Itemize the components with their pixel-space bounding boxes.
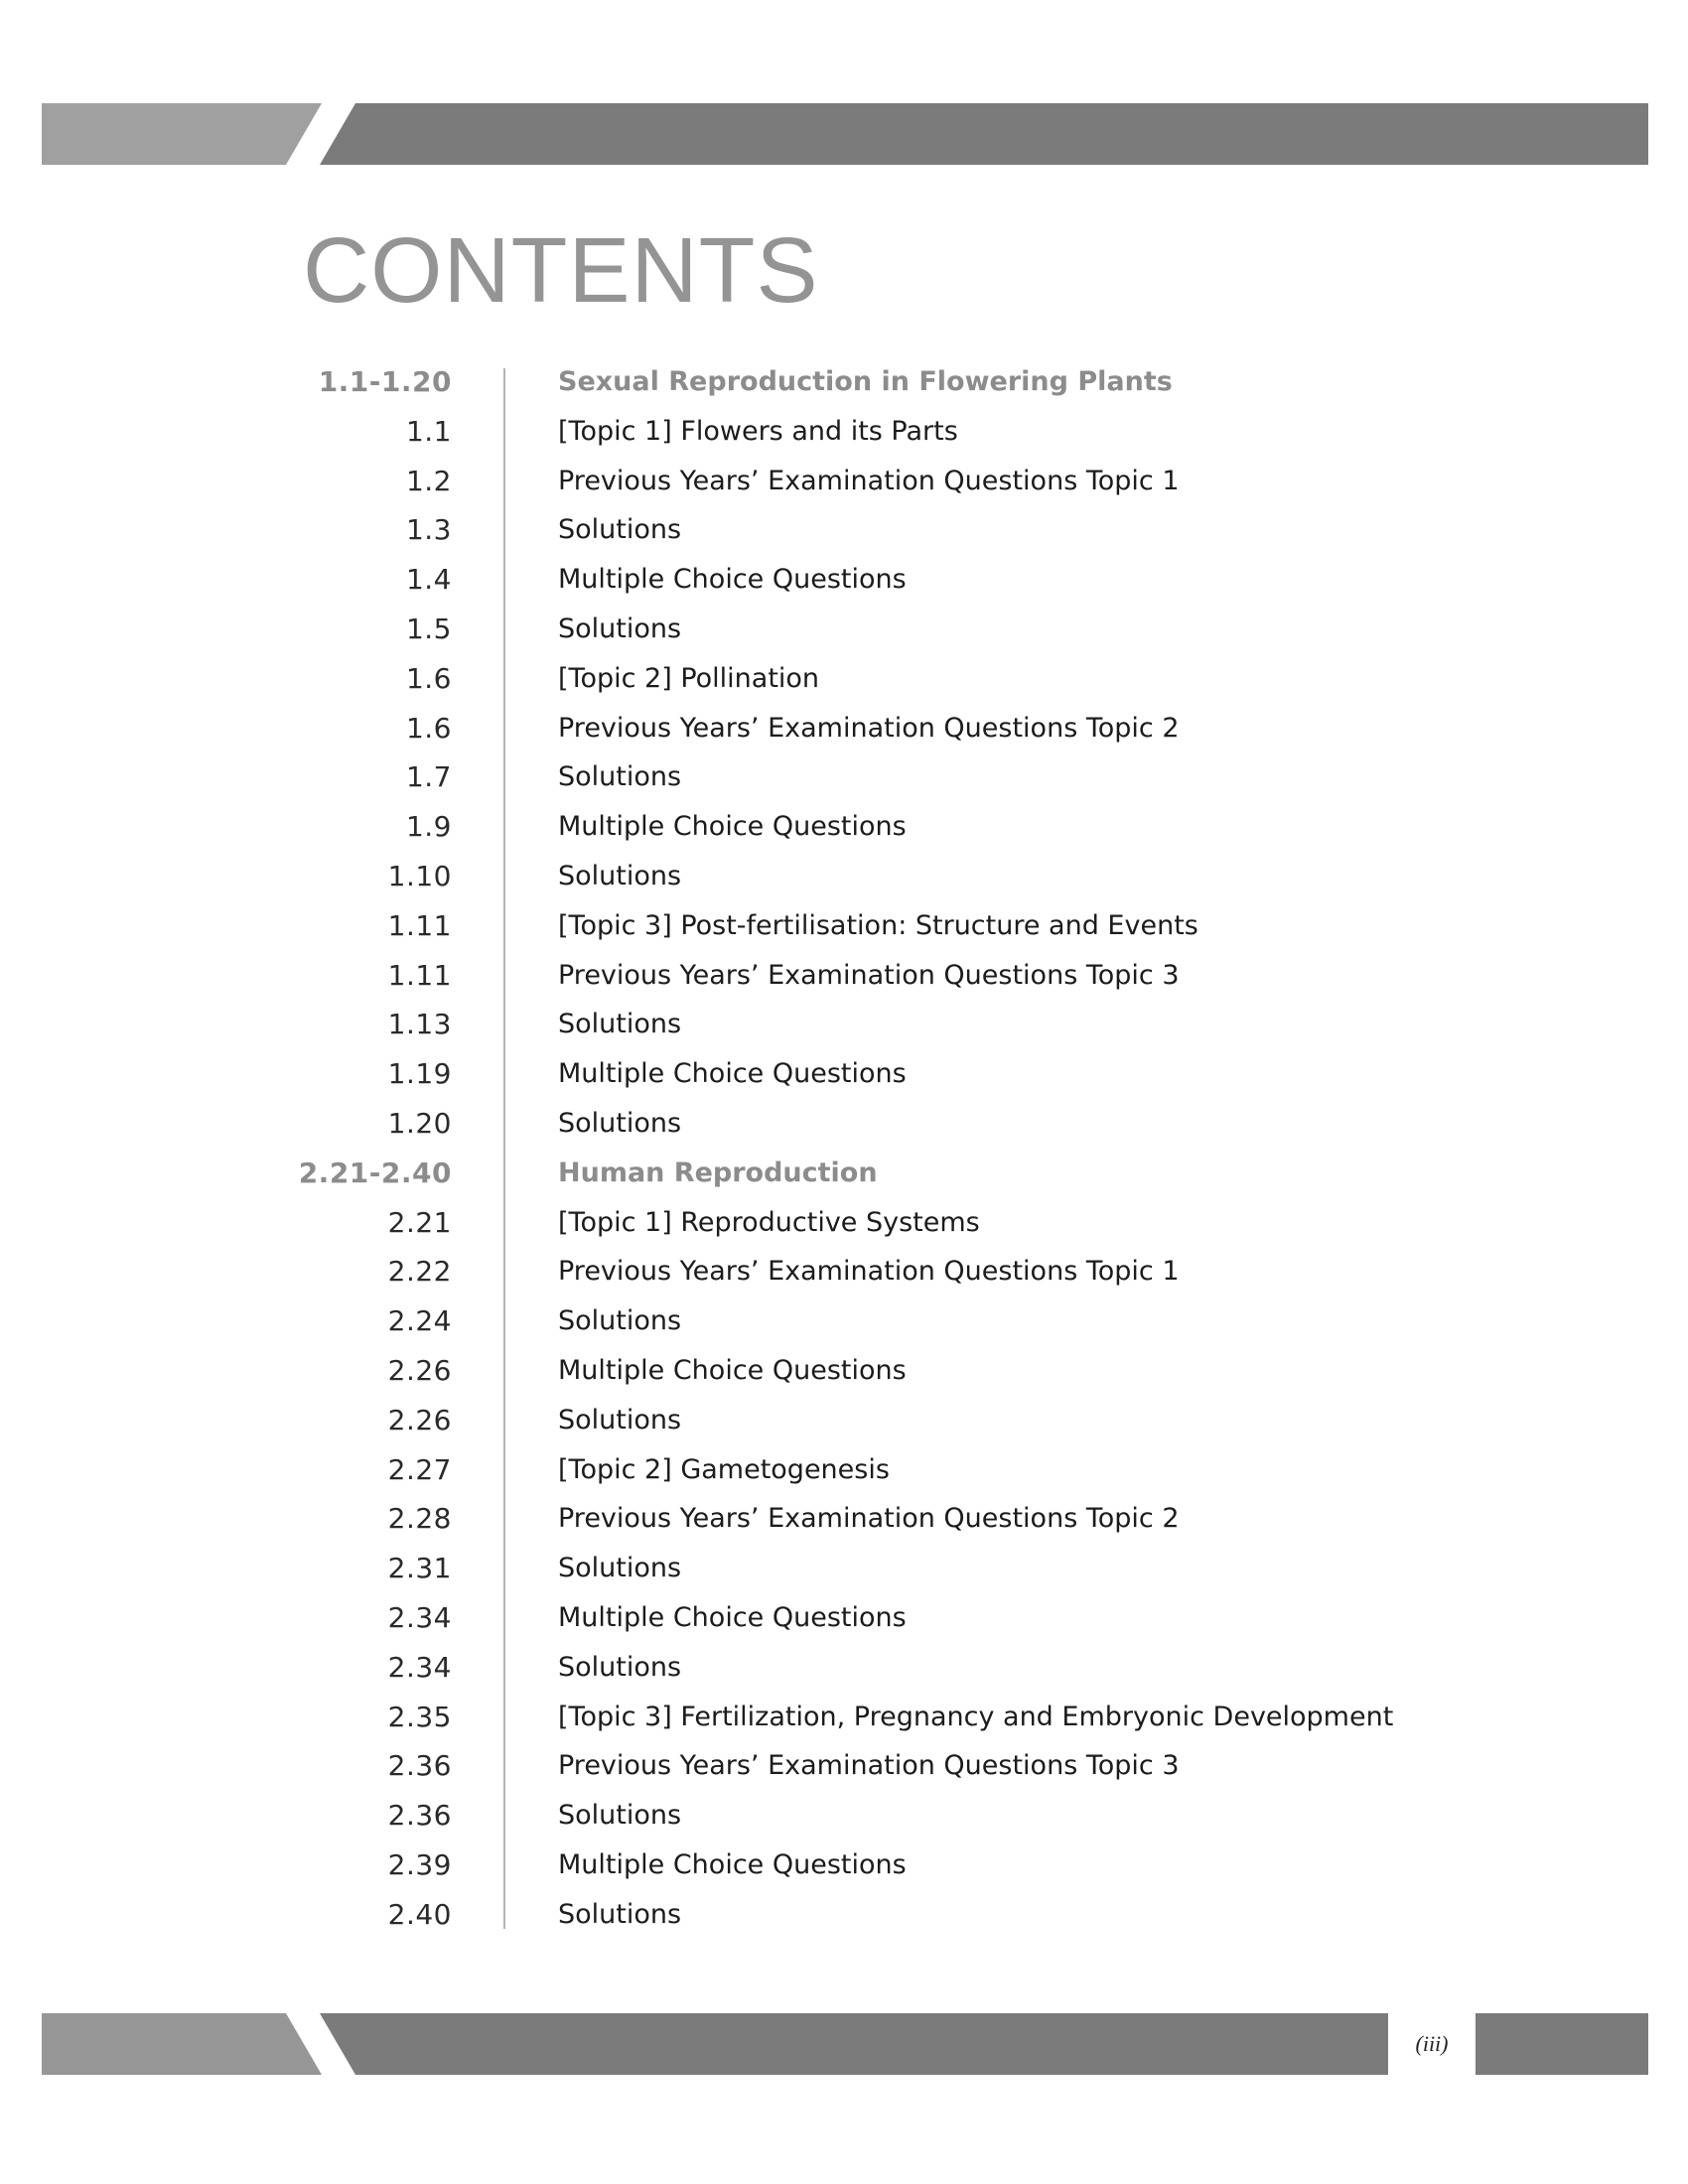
toc-entry-title: Solutions: [558, 1898, 682, 1930]
toc-entry-title: Multiple Choice Questions: [558, 1848, 907, 1880]
toc-page-number: 2.26: [387, 1403, 452, 1436]
toc-row[interactable]: [0, 1643, 1688, 1693]
toc-entry-title: Solutions: [558, 1404, 682, 1435]
toc-row[interactable]: [0, 1841, 1688, 1890]
toc-page-number: 1.1-1.20: [318, 365, 452, 398]
toc-page-number: 2.21: [387, 1205, 452, 1239]
footer-band-light: [42, 2013, 322, 2075]
toc-row[interactable]: [0, 1198, 1688, 1248]
toc-entry-title: Solutions: [558, 860, 682, 891]
toc-row[interactable]: [0, 1396, 1688, 1445]
toc-page-number: 1.13: [387, 1008, 452, 1041]
toc-entry-title: Solutions: [558, 1305, 682, 1337]
toc-page-number: 2.21-2.40: [298, 1156, 452, 1189]
toc-entry-title: Multiple Choice Questions: [558, 1354, 907, 1386]
toc-entry-title: Multiple Choice Questions: [558, 564, 907, 596]
toc-page-number: 1.4: [405, 563, 452, 597]
toc-page-number: 2.36: [387, 1749, 452, 1783]
toc-row[interactable]: [0, 1000, 1688, 1049]
toc-page-number: 1.1: [405, 414, 452, 448]
toc-entry-title: Solutions: [558, 514, 682, 546]
toc-row[interactable]: [0, 1544, 1688, 1593]
toc-page-number: 1.11: [387, 958, 452, 992]
toc-chapter-title: Sexual Reproduction in Flowering Plants: [558, 366, 1173, 397]
toc-page-number: 2.34: [387, 1650, 452, 1684]
toc-chapter-row[interactable]: [0, 357, 1688, 407]
toc-page-number: 1.2: [405, 464, 452, 497]
header-band: [0, 103, 1688, 165]
toc-page-number: 1.10: [387, 859, 452, 892]
toc-page-number: 1.11: [387, 908, 452, 942]
toc-page-number: 1.19: [387, 1057, 452, 1091]
toc-row[interactable]: [0, 802, 1688, 852]
toc-entry-title: Previous Years’ Examination Questions Topic 3: [558, 1750, 1180, 1782]
toc-page-number: 2.39: [387, 1847, 452, 1881]
toc-entry-title: Previous Years’ Examination Questions Topic 2: [558, 1503, 1180, 1535]
toc-entry-title: Multiple Choice Questions: [558, 1058, 907, 1090]
toc-entry-title: Multiple Choice Questions: [558, 811, 907, 843]
toc-page-number: 2.40: [387, 1897, 452, 1931]
toc-entry-title: Previous Years’ Examination Questions Topic 2: [558, 712, 1180, 744]
toc-row[interactable]: [0, 1791, 1688, 1841]
toc-row[interactable]: [0, 1593, 1688, 1643]
toc-page-number: 1.7: [405, 760, 452, 794]
toc-page-number: 2.34: [387, 1600, 452, 1634]
toc-row[interactable]: [0, 1693, 1688, 1742]
header-band-dark: [320, 103, 1648, 165]
toc-page-number: 1.6: [405, 711, 452, 745]
toc-entry-title: Solutions: [558, 1553, 682, 1584]
toc-entry-title: [Topic 1] Flowers and its Parts: [558, 415, 958, 447]
toc-list: [0, 357, 1688, 1940]
toc-page-number: 2.26: [387, 1353, 452, 1387]
toc-row[interactable]: [0, 901, 1688, 951]
toc-entry-title: Solutions: [558, 761, 682, 793]
toc-entry-title: [Topic 3] Post-fertilisation: Structure and Events: [558, 909, 1198, 941]
toc-entry-title: Previous Years’ Examination Questions Topic 3: [558, 959, 1180, 991]
toc-page-number: 2.31: [387, 1552, 452, 1585]
toc-entry-title: Previous Years’ Examination Questions Topic 1: [558, 1256, 1180, 1288]
toc-page-number: 2.36: [387, 1799, 452, 1833]
toc-page-number: 2.27: [387, 1452, 452, 1486]
toc-entry-title: [Topic 1] Reproductive Systems: [558, 1206, 980, 1238]
toc-page-number: 1.5: [405, 612, 452, 645]
toc-page-number: 1.3: [405, 513, 452, 547]
header-band-light: [42, 103, 322, 165]
toc-row[interactable]: [0, 1445, 1688, 1495]
toc-row[interactable]: [0, 951, 1688, 1001]
toc-row[interactable]: [0, 1247, 1688, 1297]
toc-row[interactable]: [0, 1890, 1688, 1940]
toc-entry-title: [Topic 3] Fertilization, Pregnancy and Embryonic Development: [558, 1701, 1394, 1732]
toc-row[interactable]: [0, 1099, 1688, 1149]
toc-row[interactable]: [0, 555, 1688, 605]
toc-row[interactable]: [0, 1049, 1688, 1099]
toc-row[interactable]: [0, 704, 1688, 753]
toc-entry-title: Solutions: [558, 1651, 682, 1683]
toc-entry-title: Previous Years’ Examination Questions Topic 1: [558, 465, 1180, 496]
toc-page-number: 2.28: [387, 1502, 452, 1536]
toc-row[interactable]: [0, 1346, 1688, 1396]
toc-page-number: 1.9: [405, 810, 452, 844]
toc-page-number: 1.20: [387, 1106, 452, 1140]
toc-row[interactable]: [0, 605, 1688, 654]
toc-row[interactable]: [0, 752, 1688, 802]
toc-chapter-row[interactable]: [0, 1149, 1688, 1198]
toc-entry-title: Solutions: [558, 1800, 682, 1832]
toc-entry-title: Solutions: [558, 613, 682, 644]
toc-row[interactable]: [0, 654, 1688, 704]
toc-row[interactable]: [0, 407, 1688, 457]
toc-chapter-title: Human Reproduction: [558, 1157, 878, 1188]
toc-page-number: 2.22: [387, 1255, 452, 1289]
toc-page-number: 2.24: [387, 1304, 452, 1338]
toc-entry-title: Multiple Choice Questions: [558, 1601, 907, 1633]
toc-page-number: 2.35: [387, 1700, 452, 1733]
page-number: (iii): [1388, 2013, 1476, 2075]
toc-entry-title: Solutions: [558, 1009, 682, 1040]
toc-page-number: 1.6: [405, 661, 452, 695]
toc-row[interactable]: [0, 1494, 1688, 1544]
toc-entry-title: [Topic 2] Pollination: [558, 662, 820, 694]
toc-entry-title: [Topic 2] Gametogenesis: [558, 1453, 890, 1485]
toc-row[interactable]: [0, 1741, 1688, 1791]
toc-row[interactable]: [0, 852, 1688, 901]
toc-row[interactable]: [0, 1297, 1688, 1346]
toc-row[interactable]: [0, 505, 1688, 555]
toc-entry-title: Solutions: [558, 1107, 682, 1139]
page-title: CONTENTS: [303, 218, 819, 322]
toc-row[interactable]: [0, 457, 1688, 506]
